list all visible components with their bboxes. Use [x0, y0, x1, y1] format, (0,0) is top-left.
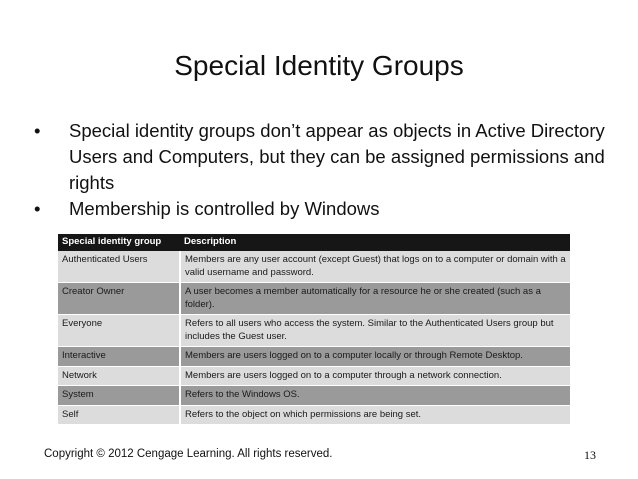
- table-row: [58, 283, 570, 315]
- description-cell: A user becomes a member automatically for a resource he or she created (such as a folder).: [180, 283, 570, 315]
- special-identity-table: [58, 234, 570, 425]
- group-name-cell: System: [58, 386, 180, 406]
- description-cell: Members are any user account (except Guest) that logs on to a computer or domain with a valid username and password.: [180, 251, 570, 283]
- group-name-cell: Authenticated Users: [58, 251, 180, 283]
- description-cell: Members are users logged on to a computer locally or through Remote Desktop.: [180, 347, 570, 367]
- description-cell: Refers to all users who access the system. Similar to the Authenticated Users group but includes the Guest user.: [180, 315, 570, 347]
- table-row: [58, 315, 570, 347]
- bullet-marker: •: [34, 120, 41, 141]
- bullet-item: [34, 196, 614, 222]
- description-cell: Refers to the object on which permissions are being set.: [180, 405, 570, 425]
- description-cell: Members are users logged on to a computer through a network connection.: [180, 366, 570, 386]
- bullet-item: [34, 118, 614, 196]
- bullet-list: [34, 118, 614, 222]
- group-name-cell: Network: [58, 366, 180, 386]
- column-header-description: Description: [180, 234, 570, 251]
- table-row: [58, 366, 570, 386]
- bullet-text: Membership is controlled by Windows: [69, 198, 380, 219]
- group-name-cell: Self: [58, 405, 180, 425]
- table-row: [58, 251, 570, 283]
- page-number: 13: [584, 448, 596, 462]
- table-header-row: [58, 234, 570, 251]
- group-name-cell: Everyone: [58, 315, 180, 347]
- table-row: [58, 347, 570, 367]
- bullet-marker: •: [34, 198, 41, 219]
- table-row: [58, 405, 570, 425]
- group-name-cell: Creator Owner: [58, 283, 180, 315]
- table-row: [58, 386, 570, 406]
- slide-title: Special Identity Groups: [174, 50, 464, 81]
- bullet-text: Special identity groups don’t appear as objects in Active Directory Users and Computers, but they can be assigned permissions and rights: [69, 120, 605, 193]
- copyright-footer: Copyright © 2012 Cengage Learning. All rights reserved.: [44, 448, 333, 460]
- group-name-cell: Interactive: [58, 347, 180, 367]
- column-header-group: Special identity group: [58, 234, 180, 251]
- description-cell: Refers to the Windows OS.: [180, 386, 570, 406]
